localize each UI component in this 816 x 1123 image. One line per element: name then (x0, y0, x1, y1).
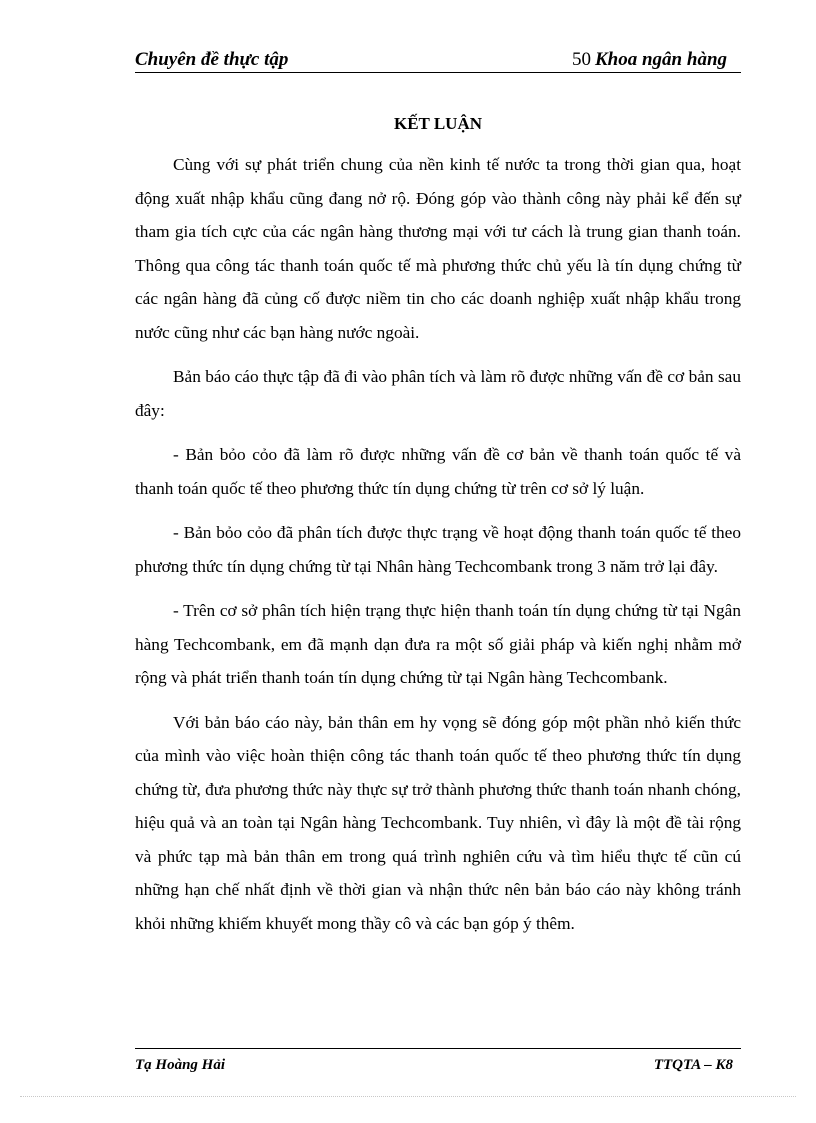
page-number: 50 (572, 49, 591, 70)
paragraph-point-theory: - Bản bỏo cỏo đã làm rõ được những vấn đề cơ bản về thanh toán quốc tế và thanh toán quốc tế theo phương thức tín dụng chứng từ trên cơ sở lý luận. (135, 445, 741, 498)
header-right (572, 49, 727, 71)
page-footer (135, 1048, 741, 1079)
footer-author: Tạ Hoàng Hải (135, 1057, 226, 1073)
footer-class-code: TTQTA – K8 (653, 1057, 733, 1073)
header-department: Khoa ngân hàng (595, 49, 728, 70)
paragraph-closing: Với bản báo cáo này, bản thân em hy vọng sẽ đóng góp một phần nhỏ kiến thức của mình vào việc hoàn thiện công tác thanh toán quốc tế theo phương thức tín dụng chứng từ, đưa phương thức này thực sự trở thành phương thức thanh toán nhanh chóng, hiệu quả và an toàn tại Ngân hàng Techcombank. Tuy nhiên, vì đây là một đề tài rộng và phức tạp mà bản thân em trong quá trình nghiên cứu và tìm hiểu thực tế cũn cú những hạn chế nhất định về thời gian và nhận thức nên bản báo cáo này không tránh khỏi những khiếm khuyết mong thầy cô và các bạn góp ý thêm. (135, 712, 741, 933)
paragraph-summary-lead: Bản báo cáo thực tập đã đi vào phân tích và làm rõ được những vấn đề cơ bản sau đây: (135, 367, 741, 420)
section-title: KẾT LUẬN (393, 114, 482, 133)
page-header (135, 46, 741, 73)
page-bottom-edge (20, 1096, 796, 1097)
document-body (135, 148, 741, 951)
header-report-title: Chuyên đề thực tập (135, 49, 289, 70)
paragraph-point-solutions: - Trên cơ sở phân tích hiện trạng thực hiện thanh toán tín dụng chứng từ tại Ngân hàng Techcombank, em đã mạnh dạn đưa ra một số giải pháp và kiến nghị nhằm mở rộng và phát triển thanh toán tín dụng chứng từ tại Ngân hàng Techcombank. (135, 601, 741, 687)
paragraph-intro: Cùng với sự phát triển chung của nền kinh tế nước ta trong thời gian qua, hoạt động xuất nhập khẩu cũng đang nở rộ. Đóng góp vào thành công này phải kể đến sự tham gia tích cực của các ngân hàng thương mại với tư cách là trung gian thanh toán. Thông qua công tác thanh toán quốc tế mà phương thức chủ yếu là tín dụng chứng từ các ngân hàng đã củng cố được niềm tin cho các doanh nghiệp xuất nhập khẩu trong nước cũng như các bạn hàng nước ngoài. (135, 155, 741, 342)
paragraph-point-analysis: - Bản bỏo cỏo đã phân tích được thực trạng về hoạt động thanh toán quốc tế theo phương thức tín dụng chứng từ tại Nhân hàng Techcombank trong 3 năm trở lại đây. (135, 523, 741, 576)
